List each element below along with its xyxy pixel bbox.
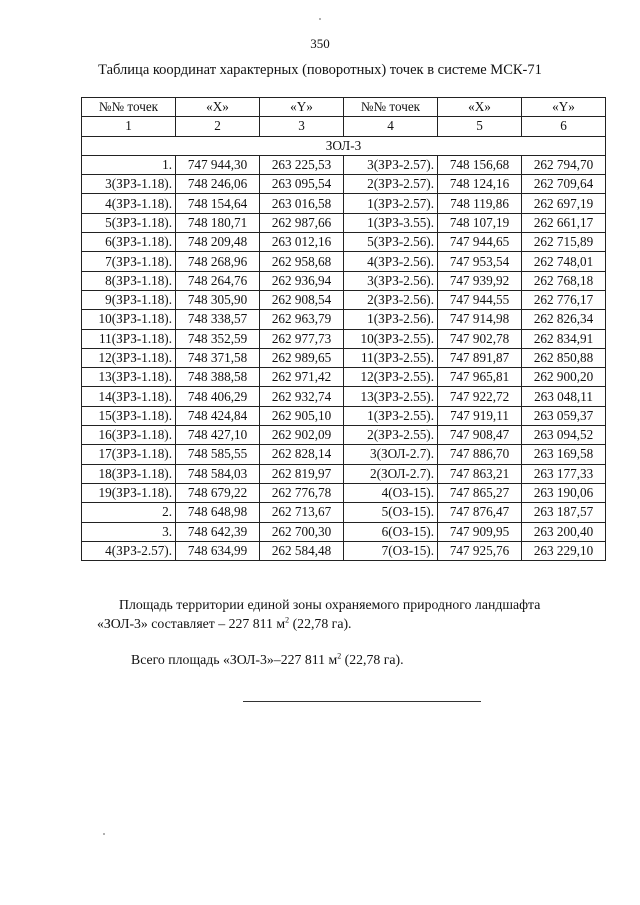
y-value-2: 262 768,18 <box>522 271 606 290</box>
x-value-2: 747 891,87 <box>438 348 522 367</box>
point-number-1: 8(ЗРЗ-1.18). <box>82 271 176 290</box>
x-value-2: 747 909,95 <box>438 522 522 541</box>
zone-label: ЗОЛ-3 <box>82 136 606 155</box>
y-value-1: 262 989,65 <box>260 348 344 367</box>
point-number-1: 7(ЗРЗ-1.18). <box>82 252 176 271</box>
y-value-2: 263 190,06 <box>522 483 606 502</box>
table-row <box>82 233 606 252</box>
table-row <box>82 503 606 522</box>
y-value-1: 262 963,79 <box>260 310 344 329</box>
y-value-2: 262 826,34 <box>522 310 606 329</box>
x-value-2: 748 156,68 <box>438 155 522 174</box>
point-number-2: 4(ОЗ-15). <box>344 483 438 502</box>
column-number: 6 <box>522 117 606 136</box>
x-value-2: 747 876,47 <box>438 503 522 522</box>
y-value-2: 263 229,10 <box>522 541 606 560</box>
point-number-1: 18(ЗРЗ-1.18). <box>82 464 176 483</box>
y-value-1: 262 713,67 <box>260 503 344 522</box>
y-value-2: 262 794,70 <box>522 155 606 174</box>
x-value-1: 748 371,58 <box>176 348 260 367</box>
x-value-1: 748 679,22 <box>176 483 260 502</box>
y-value-2: 262 709,64 <box>522 175 606 194</box>
header-point-number-1: №№ точек <box>82 98 176 117</box>
point-number-1: 16(ЗРЗ-1.18). <box>82 426 176 445</box>
x-value-2: 747 925,76 <box>438 541 522 560</box>
header-x-2: «X» <box>438 98 522 117</box>
point-number-1: 4(ЗРЗ-2.57). <box>82 541 176 560</box>
y-value-1: 263 016,58 <box>260 194 344 213</box>
x-value-2: 747 863,21 <box>438 464 522 483</box>
x-value-2: 747 953,54 <box>438 252 522 271</box>
x-value-1: 748 648,98 <box>176 503 260 522</box>
x-value-1: 748 642,39 <box>176 522 260 541</box>
y-value-2: 263 177,33 <box>522 464 606 483</box>
point-number-2: 3(ЗРЗ-2.56). <box>344 271 438 290</box>
x-value-1: 748 584,03 <box>176 464 260 483</box>
table-title: Таблица координат характерных (поворотных) точек в системе МСК-71 <box>98 62 542 78</box>
y-value-2: 262 900,20 <box>522 368 606 387</box>
table-row <box>82 271 606 290</box>
table-row <box>82 522 606 541</box>
point-number-1: 9(ЗРЗ-1.18). <box>82 290 176 309</box>
point-number-2: 11(ЗРЗ-2.55). <box>344 348 438 367</box>
coordinates-table <box>81 97 606 561</box>
point-number-2: 2(ЗРЗ-2.57). <box>344 175 438 194</box>
x-value-2: 747 939,92 <box>438 271 522 290</box>
table-row <box>82 445 606 464</box>
point-number-1: 11(ЗРЗ-1.18). <box>82 329 176 348</box>
y-value-1: 262 936,94 <box>260 271 344 290</box>
header-y-2: «Y» <box>522 98 606 117</box>
point-number-2: 2(ЗРЗ-2.56). <box>344 290 438 309</box>
y-value-1: 262 776,78 <box>260 483 344 502</box>
point-number-1: 19(ЗРЗ-1.18). <box>82 483 176 502</box>
x-value-1: 748 268,96 <box>176 252 260 271</box>
x-value-2: 747 919,11 <box>438 406 522 425</box>
header-y-1: «Y» <box>260 98 344 117</box>
y-value-1: 262 908,54 <box>260 290 344 309</box>
y-value-1: 263 012,16 <box>260 233 344 252</box>
point-number-2: 7(ОЗ-15). <box>344 541 438 560</box>
x-value-1: 748 154,64 <box>176 194 260 213</box>
x-value-2: 747 908,47 <box>438 426 522 445</box>
y-value-2: 262 661,17 <box>522 213 606 232</box>
point-number-1: 10(ЗРЗ-1.18). <box>82 310 176 329</box>
separator-line <box>243 701 481 702</box>
point-number-2: 12(ЗРЗ-2.55). <box>344 368 438 387</box>
y-value-2: 263 169,58 <box>522 445 606 464</box>
y-value-2: 263 187,57 <box>522 503 606 522</box>
y-value-2: 263 048,11 <box>522 387 606 406</box>
x-value-1: 748 406,29 <box>176 387 260 406</box>
point-number-1: 17(ЗРЗ-1.18). <box>82 445 176 464</box>
point-number-2: 2(ЗОЛ-2.7). <box>344 464 438 483</box>
x-value-2: 748 119,86 <box>438 194 522 213</box>
table-row <box>82 155 606 174</box>
y-value-2: 263 059,37 <box>522 406 606 425</box>
point-number-1: 12(ЗРЗ-1.18). <box>82 348 176 367</box>
x-value-1: 748 305,90 <box>176 290 260 309</box>
x-value-1: 747 944,30 <box>176 155 260 174</box>
x-value-1: 748 246,06 <box>176 175 260 194</box>
table-row <box>82 406 606 425</box>
table-row <box>82 252 606 271</box>
point-number-2: 3(ЗОЛ-2.7). <box>344 445 438 464</box>
y-value-1: 263 095,54 <box>260 175 344 194</box>
x-value-1: 748 180,71 <box>176 213 260 232</box>
area-paragraph-text: Площадь территории единой зоны охраняемого природного ландшафта «ЗОЛ-3» составляет – 227 811 м <box>97 597 541 631</box>
point-number-2: 10(ЗРЗ-2.55). <box>344 329 438 348</box>
column-number: 2 <box>176 117 260 136</box>
column-number-row <box>82 117 606 136</box>
point-number-2: 1(ЗРЗ-2.56). <box>344 310 438 329</box>
point-number-2: 5(ЗРЗ-2.56). <box>344 233 438 252</box>
x-value-2: 748 107,19 <box>438 213 522 232</box>
table-row <box>82 175 606 194</box>
y-value-2: 262 697,19 <box>522 194 606 213</box>
point-number-2: 1(ЗРЗ-3.55). <box>344 213 438 232</box>
point-number-1: 14(ЗРЗ-1.18). <box>82 387 176 406</box>
point-number-1: 6(ЗРЗ-1.18). <box>82 233 176 252</box>
y-value-2: 262 850,88 <box>522 348 606 367</box>
x-value-2: 748 124,16 <box>438 175 522 194</box>
table-row <box>82 213 606 232</box>
point-number-1: 1. <box>82 155 176 174</box>
point-number-2: 4(ЗРЗ-2.56). <box>344 252 438 271</box>
table-row <box>82 348 606 367</box>
point-number-1: 15(ЗРЗ-1.18). <box>82 406 176 425</box>
total-area-superscript: 2 <box>337 651 342 661</box>
table-row <box>82 541 606 560</box>
point-number-2: 13(ЗРЗ-2.55). <box>344 387 438 406</box>
area-paragraph-suffix: (22,78 га). <box>289 616 352 631</box>
table-row <box>82 194 606 213</box>
point-number-1: 4(ЗРЗ-1.18). <box>82 194 176 213</box>
x-value-2: 747 944,65 <box>438 233 522 252</box>
table-row <box>82 464 606 483</box>
point-number-2: 1(ЗРЗ-2.55). <box>344 406 438 425</box>
column-number: 3 <box>260 117 344 136</box>
x-value-2: 747 965,81 <box>438 368 522 387</box>
y-value-2: 262 776,17 <box>522 290 606 309</box>
x-value-2: 747 902,78 <box>438 329 522 348</box>
table-row <box>82 310 606 329</box>
point-number-2: 5(ОЗ-15). <box>344 503 438 522</box>
x-value-2: 747 886,70 <box>438 445 522 464</box>
y-value-1: 262 819,97 <box>260 464 344 483</box>
x-value-2: 747 865,27 <box>438 483 522 502</box>
table-row <box>82 426 606 445</box>
x-value-1: 748 338,57 <box>176 310 260 329</box>
y-value-1: 262 902,09 <box>260 426 344 445</box>
x-value-2: 747 944,55 <box>438 290 522 309</box>
point-number-2: 1(ЗРЗ-2.57). <box>344 194 438 213</box>
point-number-2: 3(ЗРЗ-2.57). <box>344 155 438 174</box>
table-row <box>82 387 606 406</box>
point-number-1: 3. <box>82 522 176 541</box>
y-value-1: 262 987,66 <box>260 213 344 232</box>
table-row <box>82 483 606 502</box>
point-number-2: 2(ЗРЗ-2.55). <box>344 426 438 445</box>
y-value-1: 262 932,74 <box>260 387 344 406</box>
x-value-1: 748 585,55 <box>176 445 260 464</box>
area-paragraph <box>97 595 577 633</box>
page-number: 350 <box>310 36 330 51</box>
point-number-1: 13(ЗРЗ-1.18). <box>82 368 176 387</box>
point-number-1: 2. <box>82 503 176 522</box>
table-row <box>82 329 606 348</box>
point-number-2: 6(ОЗ-15). <box>344 522 438 541</box>
scan-speck <box>319 18 321 20</box>
scan-speck <box>103 833 105 835</box>
x-value-2: 747 914,98 <box>438 310 522 329</box>
y-value-1: 262 977,73 <box>260 329 344 348</box>
x-value-1: 748 388,58 <box>176 368 260 387</box>
y-value-1: 262 971,42 <box>260 368 344 387</box>
header-x-1: «X» <box>176 98 260 117</box>
y-value-1: 262 828,14 <box>260 445 344 464</box>
zone-row <box>82 136 606 155</box>
header-point-number-2: №№ точек <box>344 98 438 117</box>
total-area-suffix: (22,78 га). <box>341 652 404 667</box>
x-value-1: 748 634,99 <box>176 541 260 560</box>
column-number: 5 <box>438 117 522 136</box>
total-area-text: Всего площадь «ЗОЛ-3»–227 811 м <box>131 652 338 667</box>
y-value-1: 262 700,30 <box>260 522 344 541</box>
y-value-1: 262 958,68 <box>260 252 344 271</box>
column-number: 1 <box>82 117 176 136</box>
y-value-2: 263 094,52 <box>522 426 606 445</box>
x-value-1: 748 264,76 <box>176 271 260 290</box>
x-value-2: 747 922,72 <box>438 387 522 406</box>
y-value-1: 263 225,53 <box>260 155 344 174</box>
table-row <box>82 368 606 387</box>
y-value-2: 262 748,01 <box>522 252 606 271</box>
column-number: 4 <box>344 117 438 136</box>
y-value-2: 263 200,40 <box>522 522 606 541</box>
x-value-1: 748 427,10 <box>176 426 260 445</box>
area-superscript: 2 <box>285 615 290 625</box>
total-area-paragraph <box>131 650 404 669</box>
point-number-1: 3(ЗРЗ-1.18). <box>82 175 176 194</box>
x-value-1: 748 424,84 <box>176 406 260 425</box>
point-number-1: 5(ЗРЗ-1.18). <box>82 213 176 232</box>
y-value-2: 262 715,89 <box>522 233 606 252</box>
y-value-1: 262 905,10 <box>260 406 344 425</box>
x-value-1: 748 209,48 <box>176 233 260 252</box>
y-value-2: 262 834,91 <box>522 329 606 348</box>
x-value-1: 748 352,59 <box>176 329 260 348</box>
y-value-1: 262 584,48 <box>260 541 344 560</box>
table-header-row <box>82 98 606 117</box>
table-row <box>82 290 606 309</box>
